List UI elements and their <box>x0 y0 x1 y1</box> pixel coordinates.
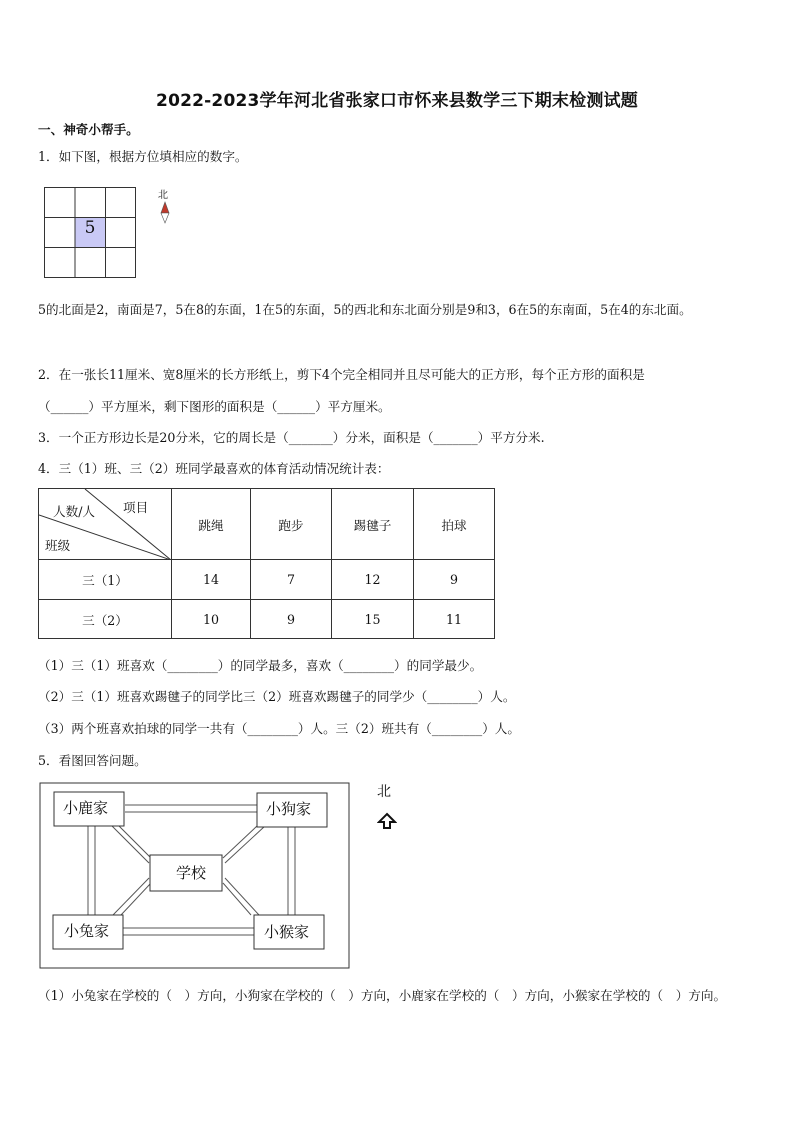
table-cell: 9 <box>251 600 332 639</box>
rabbit-house-label: 小兔家 <box>64 922 110 940</box>
question-1-stem: 1．如下图，根据方位填相应的数字。 <box>38 149 248 164</box>
question-5-stem: 5．看图回答问题。 <box>38 753 147 768</box>
header-class-label: 班级 <box>45 538 71 553</box>
table-cell: 11 <box>414 600 495 639</box>
compass-icon <box>158 201 172 225</box>
table-cell: 12 <box>332 560 414 600</box>
question-4-stem: 4．三（1）班、三（2）班同学最喜欢的体育活动情况统计表： <box>38 461 390 476</box>
school-label: 学校 <box>176 864 207 882</box>
north-label: 北 <box>158 190 168 201</box>
column-header: 拍球 <box>414 489 495 560</box>
column-header: 踢毽子 <box>332 489 414 560</box>
table-header-diagonal <box>39 489 172 560</box>
dog-house-label: 小狗家 <box>266 800 312 818</box>
grid-center-number: 5 <box>84 218 96 238</box>
column-header: 跳绳 <box>172 489 251 560</box>
row-label: 三（1） <box>39 560 172 600</box>
monkey-house-label: 小猴家 <box>264 923 310 941</box>
section-heading: 一、神奇小帮手。 <box>38 122 139 137</box>
question-4-sub-2: （2）三（1）班喜欢踢毽子的同学比三（2）班喜欢踢毽子的同学少（________）人。 <box>38 689 516 704</box>
table-row <box>39 600 495 639</box>
question-1-description: 5的北面是2，南面是7，5在8的东面，1在5的东面，5的西北和东北面分别是9和3，6在5的东南面，5在4的东北面。 <box>38 302 692 317</box>
stats-table <box>38 488 495 639</box>
table-cell: 10 <box>172 600 251 639</box>
question-4-sub-1: （1）三（1）班喜欢（________）的同学最多，喜欢（________）的同学最少。 <box>38 658 483 673</box>
header-count-label: 人数/人 <box>53 504 96 519</box>
table-cell: 15 <box>332 600 414 639</box>
question-5-sub-1: （1）小兔家在学校的（ ）方向，小狗家在学校的（ ）方向，小鹿家在学校的（ ）方向，小猴家在学校的（ ）方向。 <box>38 988 727 1003</box>
question-2-line-2: （______）平方厘米，剩下图形的面积是（______）平方厘米。 <box>38 399 391 414</box>
north-arrow-icon <box>377 812 397 830</box>
column-header: 跑步 <box>251 489 332 560</box>
page-title: 2022-2023学年河北省张家口市怀来县数学三下期末检测试题 <box>156 91 638 111</box>
deer-house-label: 小鹿家 <box>63 799 109 817</box>
north-label: 北 <box>377 784 391 800</box>
question-4-sub-3: （3）两个班喜欢拍球的同学一共有（________）人。三（2）班共有（________）人。 <box>38 721 520 736</box>
table-row <box>39 560 495 600</box>
question-2-line-1: 2．在一张长11厘米、宽8厘米的长方形纸上，剪下4个完全相同并且尽可能大的正方形，每个正方形的面积是 <box>38 367 645 382</box>
row-label: 三（2） <box>39 600 172 639</box>
table-cell: 7 <box>251 560 332 600</box>
header-item-label: 项目 <box>123 500 149 515</box>
table-cell: 9 <box>414 560 495 600</box>
table-cell: 14 <box>172 560 251 600</box>
question-3: 3．一个正方形边长是20分米，它的周长是（_______）分米，面积是（_______）平方分米. <box>38 430 545 445</box>
